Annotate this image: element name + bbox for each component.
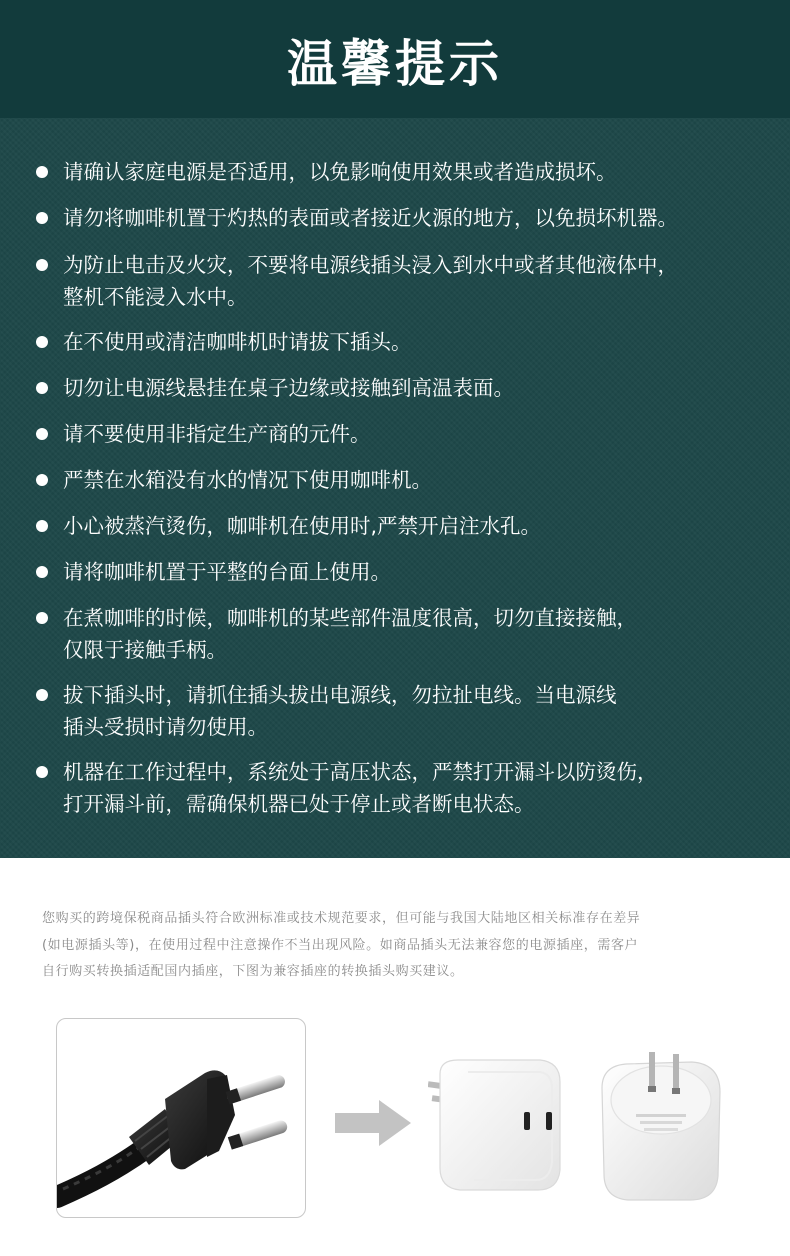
tip-item: [36, 372, 766, 404]
plug-disclaimer: 您购买的跨境保税商品插头符合欧洲标准或技术规范要求，但可能与我国大陆地区相关标准存在差异 (如电源插头等)，在使用过程中注意操作不当出现风险。如商品插头无法兼容您的电源插座，需客户 自行购买转换插适配国内插座，下图为兼容插座的转换插头购买建议。: [42, 911, 641, 979]
tip-item: [36, 156, 766, 188]
tip-text: 请将咖啡机置于平整的台面上使用。: [63, 560, 391, 584]
bullet-icon: [36, 428, 48, 440]
tip-item: [36, 602, 766, 666]
bullet-icon: [36, 382, 48, 394]
tip-text: 在不使用或清洁咖啡机时请拔下插头。: [63, 330, 412, 354]
tip-text: 为防止电击及火灾，不要将电源线插头浸入到水中或者其他液体中， 整机不能浸入水中。: [63, 253, 678, 309]
bullet-icon: [36, 689, 48, 701]
tip-item: [36, 556, 766, 588]
eu-plug-photo: [57, 1019, 305, 1217]
safety-notice-panel: [0, 118, 790, 858]
bullet-icon: [36, 520, 48, 532]
cn-adapter-front: [428, 1052, 568, 1202]
bullet-icon: [36, 166, 48, 178]
tip-item: [36, 326, 766, 358]
tip-item: [36, 249, 766, 313]
tip-item: [36, 679, 766, 743]
eu-plug-image: [56, 1018, 306, 1218]
bullet-icon: [36, 259, 48, 271]
tip-text: 拔下插头时，请抓住插头拔出电源线，勿拉扯电线。当电源线 插头受损时请勿使用。: [63, 683, 617, 739]
title-banner: [0, 0, 790, 118]
bullet-icon: [36, 336, 48, 348]
tip-item: [36, 202, 766, 234]
tip-text: 小心被蒸汽烫伤，咖啡机在使用时,严禁开启注水孔。: [63, 514, 542, 538]
tip-text: 请不要使用非指定生产商的元件。: [63, 422, 371, 446]
right-arrow-icon: [335, 1100, 411, 1146]
tip-text: 请确认家庭电源是否适用，以免影响使用效果或者造成损坏。: [63, 160, 617, 184]
page-title: 温馨提示: [287, 35, 503, 93]
tip-item: [36, 510, 766, 542]
tip-text: 机器在工作过程中，系统处于高压状态，严禁打开漏斗以防烫伤， 打开漏斗前，需确保机器已处于停止或者断电状态。: [63, 760, 658, 816]
bullet-icon: [36, 766, 48, 778]
tip-text: 在煮咖啡的时候，咖啡机的某些部件温度很高，切勿直接接触， 仅限于接触手柄。: [63, 606, 637, 662]
bullet-icon: [36, 566, 48, 578]
tip-item: [36, 756, 766, 820]
cn-adapter-back: [596, 1048, 726, 1208]
tip-item: [36, 464, 766, 496]
tip-text: 请勿将咖啡机置于灼热的表面或者接近火源的地方，以免损坏机器。: [63, 206, 678, 230]
tip-text: 严禁在水箱没有水的情况下使用咖啡机。: [63, 468, 432, 492]
bullet-icon: [36, 474, 48, 486]
bullet-icon: [36, 612, 48, 624]
tip-item: [36, 418, 766, 450]
bullet-icon: [36, 212, 48, 224]
tip-text: 切勿让电源线悬挂在桌子边缘或接触到高温表面。: [63, 376, 514, 400]
